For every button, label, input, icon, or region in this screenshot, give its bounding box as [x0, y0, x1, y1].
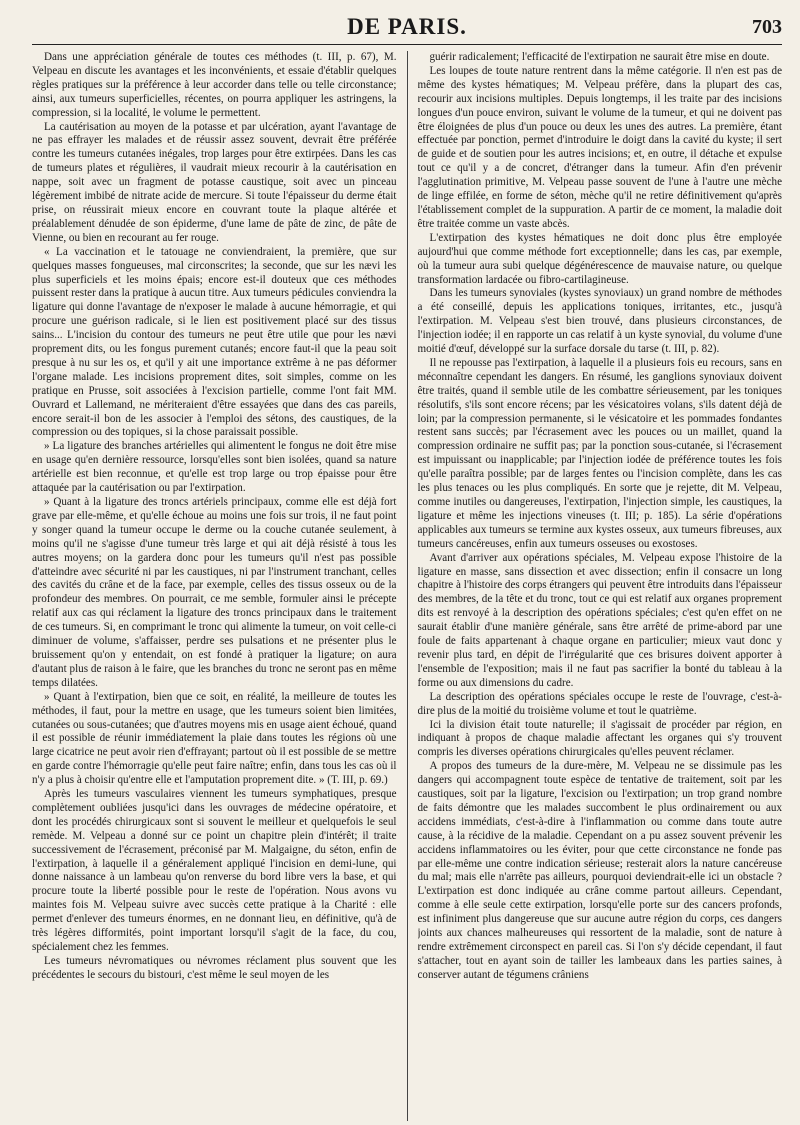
paragraph: Ici la division était toute naturelle; il s'agissait de procéder par région, en indiquant à propos de chaque maladie affectant les organes qui s'y trouvent compris les diverses opérations chirurgicales qu'elles peuvent réclamer.: [417, 718, 782, 759]
text-columns: [32, 51, 782, 1121]
left-column: [32, 51, 397, 1121]
paragraph: A propos des tumeurs de la dure-mère, M. Velpeau ne se dissimule pas les dangers qui accompagnent toute espèce de tentative de traitement, soit par les caustiques, soit par la ligature, l'excision ou l'extirpation; un trop grand nombre de faits démontre que les malades succombent le plus ordinairement ou aux accidens immédiats, c'est-à-dire à l'inflammation ou comme dans toute autre cause, à la récidive de la maladie. Cependant on a pu assez souvent prévenir les accidens inflammatoires ou les éviter, pour que cette circonstance ne fonde pas par elle-même une contre indication sérieuse; resterait alors la nature cancéreuse du mal; mais elle n'arrête pas ailleurs, pourquoi deviendrait-elle ici un obstacle ? L'extirpation est donc indiquée au crâne comme partout ailleurs. Cependant, comme à elle seule cette extirpation, lorsqu'elle porte sur des cancers profonds, est infiniment plus dangereuse que sur aucune autre région du corps, ces dangers joints aux chances malheureuses qui ressortent de la maladie, sont de nature à rendre extrêmement circonspect en pareil cas. Si l'on s'y décide cependant, il faut s'attacher, tout en ayant soin de tailler les lambeaux dans les parties saines, à conserver autant de tégumens crâniens: [417, 760, 782, 981]
page-number: 703: [752, 16, 782, 38]
header-title: DE PARIS.: [347, 14, 467, 39]
right-column: [418, 51, 783, 1121]
page-header: [32, 14, 782, 45]
column-rule: [407, 51, 408, 1121]
paragraph: Il ne repousse pas l'extirpation, à laquelle il a plusieurs fois eu recours, sans en méconnaître cependant les dangers. En résumé, les ganglions synoviaux doivent être traités, quand il semble utile de les combattre sérieusement, par les toniques résolutifs, s'ils sont encore récens; par les vésicatoires volans, s'ils datent déjà de loin; par la compression permanente, si le vésicatoire et les pommades fondantes restent sans succès; par l'écrasement avec les pouces ou un maillet, quand la compression ordinaire ne suffit pas; par la ponction sous-cutanée, si l'écrasement est impuissant ou inapplicable; par l'injection iodée de préférence toutes les fois qu'elle paraîtra possible; par de larges fentes ou l'incision complète, dans les cas les plus tenaces ou les plus compliqués. En sorte que je rejette, dit M. Velpeau, comme inutiles ou dangereuses, l'extirpation, l'injection simple, les caustiques, la ligature et même les injections vineuses (t. III; p. 185). La série d'opérations applicables aux tumeurs se termine aux kystes osseux, aux tumeurs fibreuses, aux tumeurs cancéreuses, enfin aux tumeurs osseuses ou exostoses.: [417, 356, 782, 550]
paragraph: Dans une appréciation générale de toutes ces méthodes (t. III, p. 67), M. Velpeau en discute les avantages et les inconvénients, et essaie d'établir quelques règles pratiques sur la préférence à leur accorder dans telle ou telle circonstance; ainsi, aux tumeurs superficielles, récentes, on pourra appliquer les astringens, la compression, si la localité, le volume le permettent.: [32, 51, 397, 119]
paragraph: Après les tumeurs vasculaires viennent les tumeurs symphatiques, presque complètement oubliées jusqu'ici dans les ouvrages de médecine opératoire, et dont les procédés chirurgicaux sont si souvent le meilleur et quelquefois le seul remède. M. Velpeau a donné sur ce point un chapitre plein d'intérêt; il traite successivement de l'écrasement, préconisé par M. Malgaigne, du séton, enfin de l'extirpation, à laquelle il a généralement appliqué l'incision en demi-lune, qui donne naissance à un lambeau qu'on renverse du bord libre vers la base, et qui procure toute la liberté possible pour le reste de l'opération. Nous avons vu maintes fois M. Velpeau suivre avec succès cette pratique à la Charité : elle permet d'enlever des tumeurs énormes, en ne donnant lieu, en définitive, qu'à de très légères difformités, point important lorsqu'il s'agit de la face, du cou, spécialement chez les femmes.: [32, 788, 397, 953]
paragraph: » La ligature des branches artérielles qui alimentent le fongus ne doit être mise en usage qu'en dernière ressource, lorsqu'elles sont bien isolées, quand sa nature artérielle est bien reconnue, et qu'elle est trop large ou trop épaisse pour être attaquée par la cautérisation ou par l'extirpation.: [32, 440, 397, 495]
paragraph: La cautérisation au moyen de la potasse et par ulcération, ayant l'avantage de ne pas effrayer les malades et de réussir assez souvent, devrait être préférée contre les tumeurs cutanées inégales, trop larges pour être extirpées. Dans les cas de tumeurs plates et régulières, il vaudrait mieux recourir à la cautérisation en nappe, soit avec un fragment de potasse caustique, soit avec un pinceau légèrement imbibé de nitrate acide de mercure. Si toute l'épaisseur du derme était prise, on réussirait mieux encore en couvrant toute la plaque altérée et préalablement dénudée de son épiderme, d'une lame de pâte de zinc, de pâte de Vienne, ou bien en recourant au fer rouge.: [32, 120, 397, 244]
paragraph: Les loupes de toute nature rentrent dans la même catégorie. Il n'en est pas de même des kystes hématiques; M. Velpeau préfère, dans la plupart des cas, recourir aux incisions multiples. Depuis longtemps, il les traite par des incisions longues d'un pouce environ, suivant le volume de la tumeur, et qui ne doivent pas être éloignées de plus d'un pouce ou deux les unes des autres. La première, étant effectuée par ponction, permet d'introduire le doigt dans la cavité du kyste; il sert de guide et de soutien pour les autres incisions; et, en outre, il détache et expulse tout ce qu'il y a de concret, d'étranger dans la tumeur. Afin d'en prévenir l'agglutination primitive, M. Velpeau passe souvent de l'une à l'autre une mèche de linge effilée, en forme de séton, mèche qu'il ne retire définitivement qu'après l'établissement complet de la suppuration. A partir de ce moment, la maladie doit être traitée comme un vaste abcès.: [417, 64, 782, 230]
paragraph: Avant d'arriver aux opérations spéciales, M. Velpeau expose l'histoire de la ligature en masse, sans dissection et avec dissection; enfin il consacre un long chapitre à l'histoire des corps étrangers qui peuvent être introduits dans l'épaisseur des membres, de la tête et du tronc, tout ce qui est relatif aux organes proprement dits est renvoyé à la description des opérations spéciales; c'est qu'en effet on ne saurait établir d'une manière générale, sans être arrêté de prime-abord par une foule de faits appartenant à chaque organe en particulier; mieux vaut donc y revenir plus tard, en dépit de l'irrégularité que ces brisures doivent apporter à l'ensemble de l'exposition; mais il ne faut pas sacrifier la bonté du tableau à la forme ou aux dimensions du cadre.: [417, 551, 782, 689]
paragraph: La description des opérations spéciales occupe le reste de l'ouvrage, c'est-à-dire plus de la moitié du troisième volume et tout le quatrième.: [417, 690, 782, 717]
paragraph: Dans les tumeurs synoviales (kystes synoviaux) un grand nombre de méthodes a été conseillé, depuis les applications toniques, irritantes, etc., jusqu'à l'extirpation. M. Velpeau s'est bien trouvé, dans plusieurs circonstances, de l'injection iodée; il en rapporte un cas relatif à un kyste synovial, du volume d'une moitié d'œuf, développé sur la surface dorsale du tarse (t. III, p. 82).: [417, 287, 782, 356]
paragraph: » Quant à la ligature des troncs artériels principaux, comme elle est déjà fort grave par elle-même, et qu'elle échoue au moins une fois sur trois, il ne faut point y songer quand la tumeur occupe le derme ou la couche cutanée seulement, à moins qu'il ne s'agisse d'une tumeur très large et qui ait déjà résisté à tous les autres moyens; on la gardera donc pour les tumeurs qu'il n'est pas possible d'atteindre avec sécurité ni par les caustiques, ni par l'instrument tranchant, celles des cavités du crâne et de la face, par exemple, celles des tissus osseux ou de la profondeur des membres. On pourrait, ce me semble, formuler ainsi le précepte relatif aux cas qui réclament la ligature des troncs principaux dans le traitement de ces tumeurs. Si, en comprimant le tronc qui alimente la tumeur, on voit celle-ci diminuer de volume, s'affaisser, perdre ses pulsations et ne présenter plus le bruissement qu'on y entendait, on est fondé à pratiquer la ligature; on aura d'autant plus de raison à le faire, que les branches du tronc ne seront pas en même temps dilatées.: [32, 496, 397, 689]
paragraph: guérir radicalement; l'efficacité de l'extirpation ne saurait être mise en doute.: [429, 51, 770, 63]
paragraph: « La vaccination et le tatouage ne conviendraient, la première, que sur quelques masses fongueuses, mal circonscrites; la seconde, que sur les nævi les plus superficiels et les moins épais; encore est-il douteux que ces méthodes puissent rester dans la pratique à aucun titre. Aux tumeurs pédicules conviendra la ligature qui donne l'avantage de n'exposer le malade à aucune hémorragie, et qui procure une guérison radicale, si le lien est positivement placé sur des tissus sains... L'incision du contour des tumeurs ne peut être utile que pour les nævi proprement dits, ou les fongus purement cutanés; encore faut-il que la peau soit presque à nu sur les os, et qu'il y ait une importance extrême à ne pas déformer l'organe malade. Les incisions proprement dites, soit simples, comme on les pratique en Prusse, soit associées à l'excision partielle, comme l'ont fait MM. Ouvrard et Lallemand, ne mériteraient d'être essayées que dans des cas pareils, encore serait-il bon de les associer à l'emploi des sétons, des caustiques, de la compression ou des topiques, si la chose paraissait possible.: [32, 245, 397, 439]
paragraph: L'extirpation des kystes hématiques ne doit donc plus être employée aujourd'hui que comme méthode fort exceptionnelle; dans les cas, par exemple, où la tumeur aura subi quelque dégénérescence de mauvaise nature, ou quelque transformation lardacée ou fibro-cartilagineuse.: [417, 231, 782, 286]
paragraph: Les tumeurs névromatiques ou névromes réclament plus souvent que les précédentes le secours du bistouri, c'est même le seul moyen de les: [32, 954, 397, 981]
paragraph: » Quant à l'extirpation, bien que ce soit, en réalité, la meilleure de toutes les méthodes, il faut, pour la mettre en usage, que les tumeurs soient bien limitées, cutanées ou sous-cutanées; que d'autres moyens mis en usage aient échoué, quand il est possible de réunir immédiatement la plaie dans toutes les régions où une large cicatrice ne peut avoir rien d'effrayant; partout où il est possible de se mettre en garde contre l'hémorragie qu'elle peut faire naître; enfin, dans tous les cas où il n'y a plus à choisir qu'entre elle et l'amputation proprement dite. » (T. III, p. 69.): [32, 690, 397, 787]
